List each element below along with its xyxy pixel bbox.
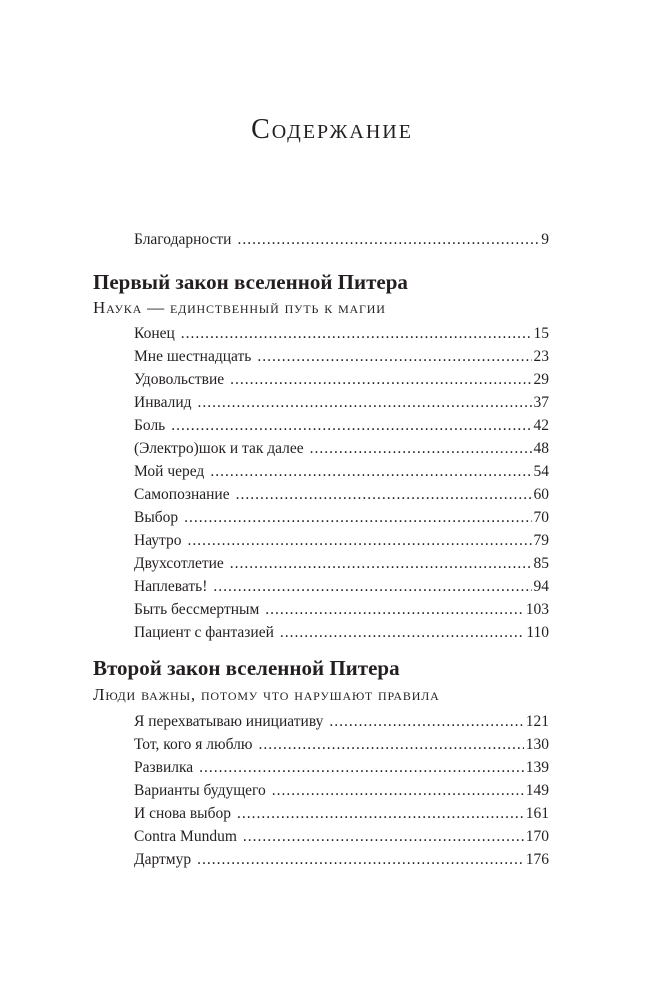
toc-entry[interactable]: [134, 711, 549, 733]
toc-entry-page: 110: [526, 624, 549, 641]
toc-entry[interactable]: [134, 757, 549, 779]
toc-entry-page: 15: [533, 325, 549, 342]
dot-leader: [243, 826, 524, 848]
part-heading: Второй закон вселенной Питера: [93, 656, 400, 680]
dot-leader: [272, 780, 524, 802]
dot-leader: [197, 849, 524, 871]
toc-entry-label: Быть бессмертным: [134, 601, 260, 618]
dot-leader: [258, 734, 523, 756]
toc-entry-page: 130: [525, 736, 549, 753]
toc-entry-page: 170: [525, 828, 549, 845]
toc-entry-page: 54: [533, 463, 549, 480]
dot-leader: [230, 553, 532, 575]
dot-leader: [230, 369, 531, 391]
toc-entry[interactable]: [134, 576, 549, 598]
toc-entry-label: (Электро)шок и так далее: [134, 440, 304, 457]
dot-leader: [213, 576, 531, 598]
dot-leader: [199, 757, 524, 779]
dot-leader: [198, 392, 532, 414]
toc-entry-page: 42: [533, 417, 549, 434]
toc-entry-page: 48: [533, 440, 549, 457]
toc-entry-label: Двухсотлетие: [134, 555, 224, 572]
toc-entry[interactable]: [134, 323, 549, 345]
toc-entry-label: Самопознание: [134, 486, 230, 503]
part-heading: Первый закон вселенной Питера: [93, 270, 408, 294]
toc-entry-label: Мой черед: [134, 463, 205, 480]
dot-leader: [171, 415, 531, 437]
toc-entry-page: 23: [533, 348, 549, 365]
toc-entry-page: 85: [533, 555, 549, 572]
toc-entry[interactable]: [134, 803, 549, 825]
toc-entry-label: Благодарности: [134, 231, 232, 248]
toc-entry-label: Мне шестнадцать: [134, 348, 252, 365]
toc-entry-label: Тот, кого я люблю: [134, 736, 253, 753]
dot-leader: [237, 803, 524, 825]
toc-entry-page: 139: [525, 759, 549, 776]
part-subtitle: Наука — единственный путь к магии: [93, 298, 386, 317]
toc-entry[interactable]: [134, 530, 549, 552]
toc-entry-page: 176: [525, 851, 549, 868]
toc-entry[interactable]: [134, 346, 549, 368]
toc-entry-acknowledgements[interactable]: [134, 229, 549, 251]
toc-entry-page: 103: [525, 601, 549, 618]
toc-entry-page: 121: [525, 713, 549, 730]
toc-entry-page: 60: [533, 486, 549, 503]
toc-entry-label: Варианты будущего: [134, 782, 266, 799]
toc-entry-page: 70: [533, 509, 549, 526]
toc-entry-label: Инвалид: [134, 394, 192, 411]
toc-entry[interactable]: [134, 599, 549, 621]
dot-leader: [280, 622, 524, 644]
dot-leader: [237, 229, 539, 251]
dot-leader: [329, 711, 523, 733]
toc-entry[interactable]: [134, 392, 549, 414]
toc-entry-label: Наутро: [134, 532, 182, 549]
dot-leader: [310, 438, 532, 460]
toc-entry[interactable]: [134, 415, 549, 437]
dot-leader: [181, 323, 532, 345]
dot-leader: [188, 530, 532, 552]
toc-entry-label: И снова выбор: [134, 805, 231, 822]
toc-entry[interactable]: [134, 849, 549, 871]
toc-entry-label: Наплевать!: [134, 578, 208, 595]
toc-entry[interactable]: [134, 734, 549, 756]
toc-entry-page: 9: [541, 231, 549, 248]
toc-entry-label: Удовольствие: [134, 371, 225, 388]
toc-entry-label: Пациент с фантазией: [134, 624, 274, 641]
toc-entry[interactable]: [134, 438, 549, 460]
dot-leader: [184, 507, 531, 529]
dot-leader: [265, 599, 523, 621]
toc-entry-label: Дартмур: [134, 851, 192, 868]
toc-entry-label: Contra Mundum: [134, 828, 237, 845]
toc-entry[interactable]: [134, 622, 549, 644]
toc-entry-label: Развилка: [134, 759, 194, 776]
dot-leader: [236, 484, 532, 506]
toc-entry-label: Боль: [134, 417, 166, 434]
toc-entry[interactable]: [134, 461, 549, 483]
toc-entry-label: Конец: [134, 325, 175, 342]
part-subtitle: Люди важны, потому что нарушают правила: [93, 685, 440, 704]
dot-leader: [257, 346, 531, 368]
dot-leader: [210, 461, 531, 483]
toc-entry[interactable]: [134, 780, 549, 802]
toc-entry-page: 94: [533, 578, 549, 595]
toc-entry-page: 29: [533, 371, 549, 388]
toc-entry[interactable]: [134, 507, 549, 529]
toc-entry-label: Я перехватываю инициативу: [134, 713, 324, 730]
toc-entry[interactable]: [134, 484, 549, 506]
toc-entry-page: 37: [533, 394, 549, 411]
toc-entry[interactable]: [134, 826, 549, 848]
toc-entry[interactable]: [134, 553, 549, 575]
toc-entry-label: Выбор: [134, 509, 179, 526]
page-title: Содержание: [251, 114, 413, 145]
toc-entry-page: 161: [525, 805, 549, 822]
toc-entry[interactable]: [134, 369, 549, 391]
toc-entry-page: 149: [525, 782, 549, 799]
toc-entry-page: 79: [533, 532, 549, 549]
